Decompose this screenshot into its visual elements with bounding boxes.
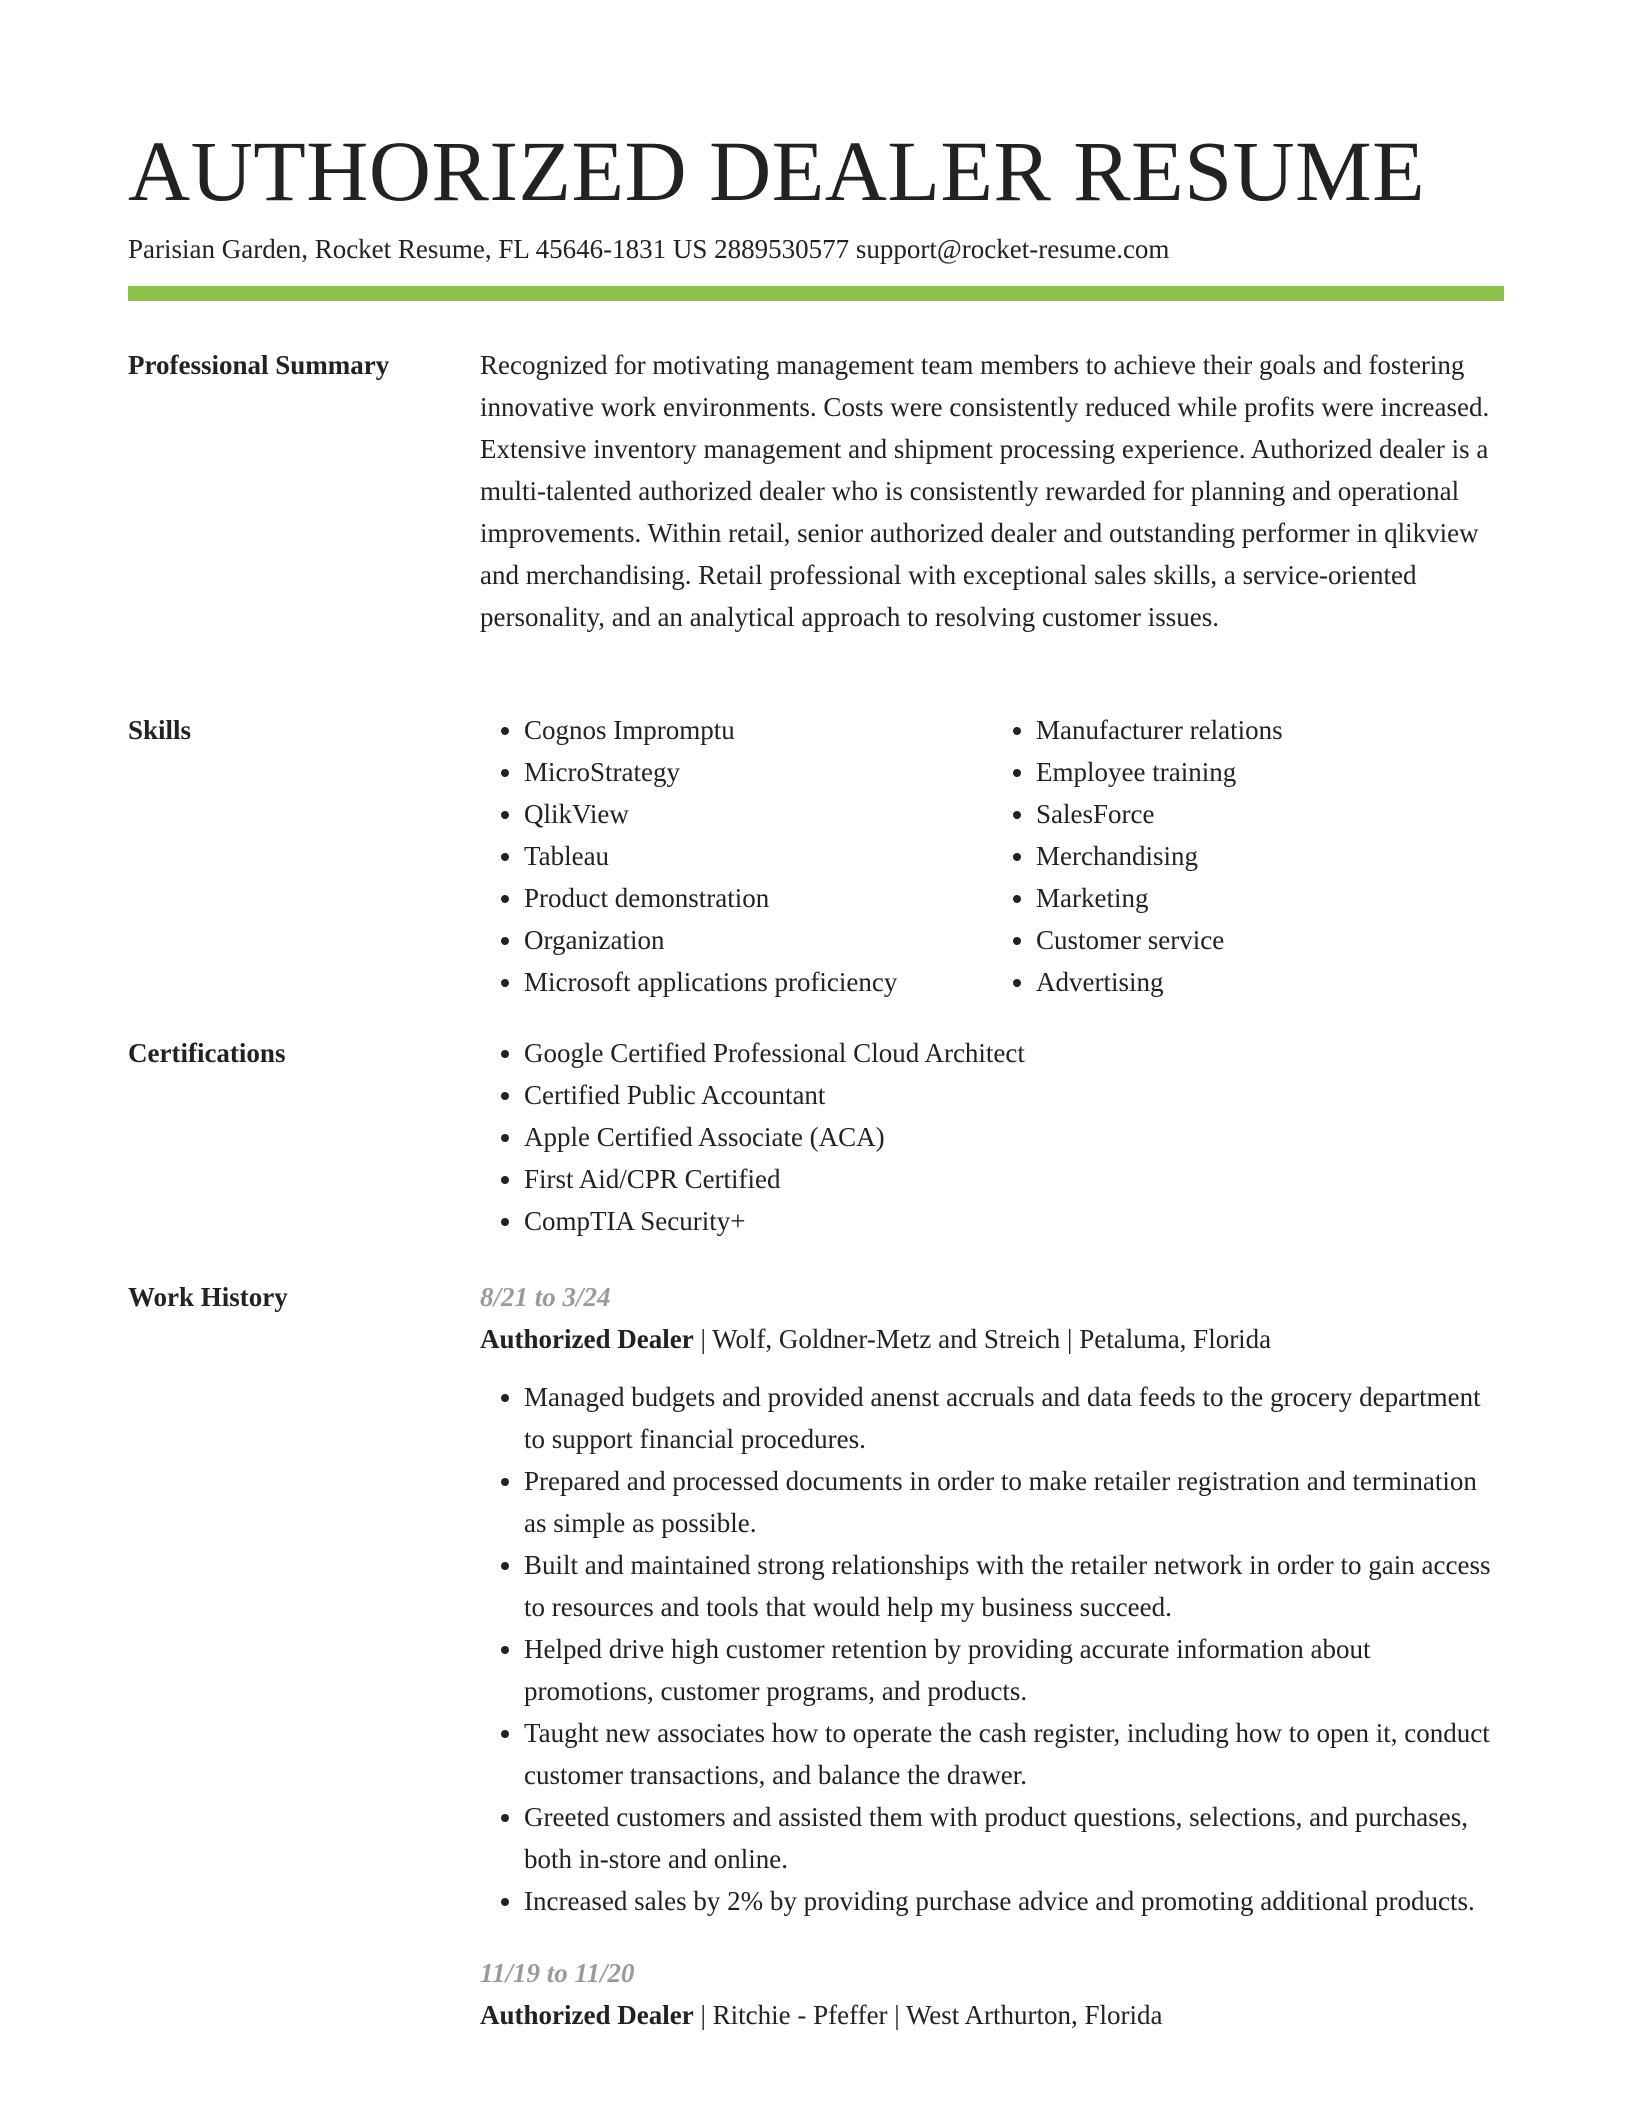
contact-line: Parisian Garden, Rocket Resume, FL 45646-1831 US 2889530577 support@rocket-resume.com xyxy=(128,234,1170,264)
job-duty-item: • Prepared and processed documents in order to make retailer registration and termination as simple as possible. xyxy=(524,1460,1504,1544)
job-dates: 11/19 to 11/20 xyxy=(480,1958,635,1988)
skills-list-right xyxy=(992,709,1504,1003)
certification-item: • First Aid/CPR Certified xyxy=(524,1158,1504,1200)
job-duty-item: • Increased sales by 2% by providing purchase advice and promoting additional products. xyxy=(524,1880,1504,1922)
accent-divider xyxy=(128,286,1504,301)
certification-item: • CompTIA Security+ xyxy=(524,1200,1504,1242)
job-duty-item: • Greeted customers and assisted them with product questions, selections, and purchases, both in-store and online. xyxy=(524,1796,1504,1880)
section-label-professional-summary: Professional Summary xyxy=(128,350,390,380)
skill-item: • Product demonstration xyxy=(524,877,992,919)
job-employer-location: | Ritchie - Pfeffer | West Arthurton, Florida xyxy=(693,2000,1163,2030)
skill-item: • Merchandising xyxy=(1036,835,1504,877)
job-dates: 8/21 to 3/24 xyxy=(480,1282,611,1312)
skill-item: • Tableau xyxy=(524,835,992,877)
skill-item: • MicroStrategy xyxy=(524,751,992,793)
section-label-certifications: Certifications xyxy=(128,1038,286,1068)
skill-item: • Cognos Impromptu xyxy=(524,709,992,751)
job-duty-item: • Managed budgets and provided anenst accruals and data feeds to the grocery department to support financial procedures. xyxy=(524,1376,1504,1460)
skill-item: • Advertising xyxy=(1036,961,1504,1003)
certification-item: • Apple Certified Associate (ACA) xyxy=(524,1116,1504,1158)
job-heading xyxy=(480,1318,1504,1360)
job-duty-item: • Taught new associates how to operate the cash register, including how to open it, conduct customer transactions, and balance the drawer. xyxy=(524,1712,1504,1796)
certification-item: • Google Certified Professional Cloud Architect xyxy=(524,1032,1504,1074)
skill-item: • SalesForce xyxy=(1036,793,1504,835)
job-duties-list xyxy=(480,1376,1504,1922)
job-entry xyxy=(480,1276,1504,1922)
certification-item: • Certified Public Accountant xyxy=(524,1074,1504,1116)
skills-list-left xyxy=(480,709,992,1003)
skill-item: • Employee training xyxy=(1036,751,1504,793)
section-label-work-history: Work History xyxy=(128,1282,288,1312)
skill-item: • Marketing xyxy=(1036,877,1504,919)
certifications-body xyxy=(480,1032,1504,1242)
professional-summary-text: Recognized for motivating management team members to achieve their goals and fostering innovative work environments. Costs were consistently reduced while profits were increased. Extensive inventory management and shipment processing experience. Authorized dealer is a multi-talented authorized dealer who is consistently rewarded for planning and operational improvements. Within retail, senior authorized dealer and outstanding performer in qlikview and merchandising. Retail professional with exceptional sales skills, a service-oriented personality, and an analytical approach to resolving customer issues. xyxy=(480,350,1490,632)
job-heading xyxy=(480,1994,1504,2036)
job-entry xyxy=(480,1952,1504,2036)
skill-item: • QlikView xyxy=(524,793,992,835)
job-title: Authorized Dealer xyxy=(480,1324,694,1354)
skill-item: • Organization xyxy=(524,919,992,961)
certifications-list xyxy=(480,1032,1504,1242)
work-history-body xyxy=(480,1276,1504,2066)
section-label-skills: Skills xyxy=(128,715,192,745)
professional-summary-body xyxy=(480,344,1504,638)
skills-body xyxy=(480,709,1504,1003)
job-employer-location: | Wolf, Goldner-Metz and Streich | Petaluma, Florida xyxy=(693,1324,1272,1354)
resume-title: AUTHORIZED DEALER RESUME xyxy=(128,123,1426,219)
skill-item: • Manufacturer relations xyxy=(1036,709,1504,751)
skill-item: • Microsoft applications proficiency xyxy=(524,961,992,1003)
job-duty-item: • Helped drive high customer retention by providing accurate information about promotions, customer programs, and products. xyxy=(524,1628,1504,1712)
job-duty-item: • Built and maintained strong relationships with the retailer network in order to gain access to resources and tools that would help my business succeed. xyxy=(524,1544,1504,1628)
skill-item: • Customer service xyxy=(1036,919,1504,961)
job-title: Authorized Dealer xyxy=(480,2000,694,2030)
